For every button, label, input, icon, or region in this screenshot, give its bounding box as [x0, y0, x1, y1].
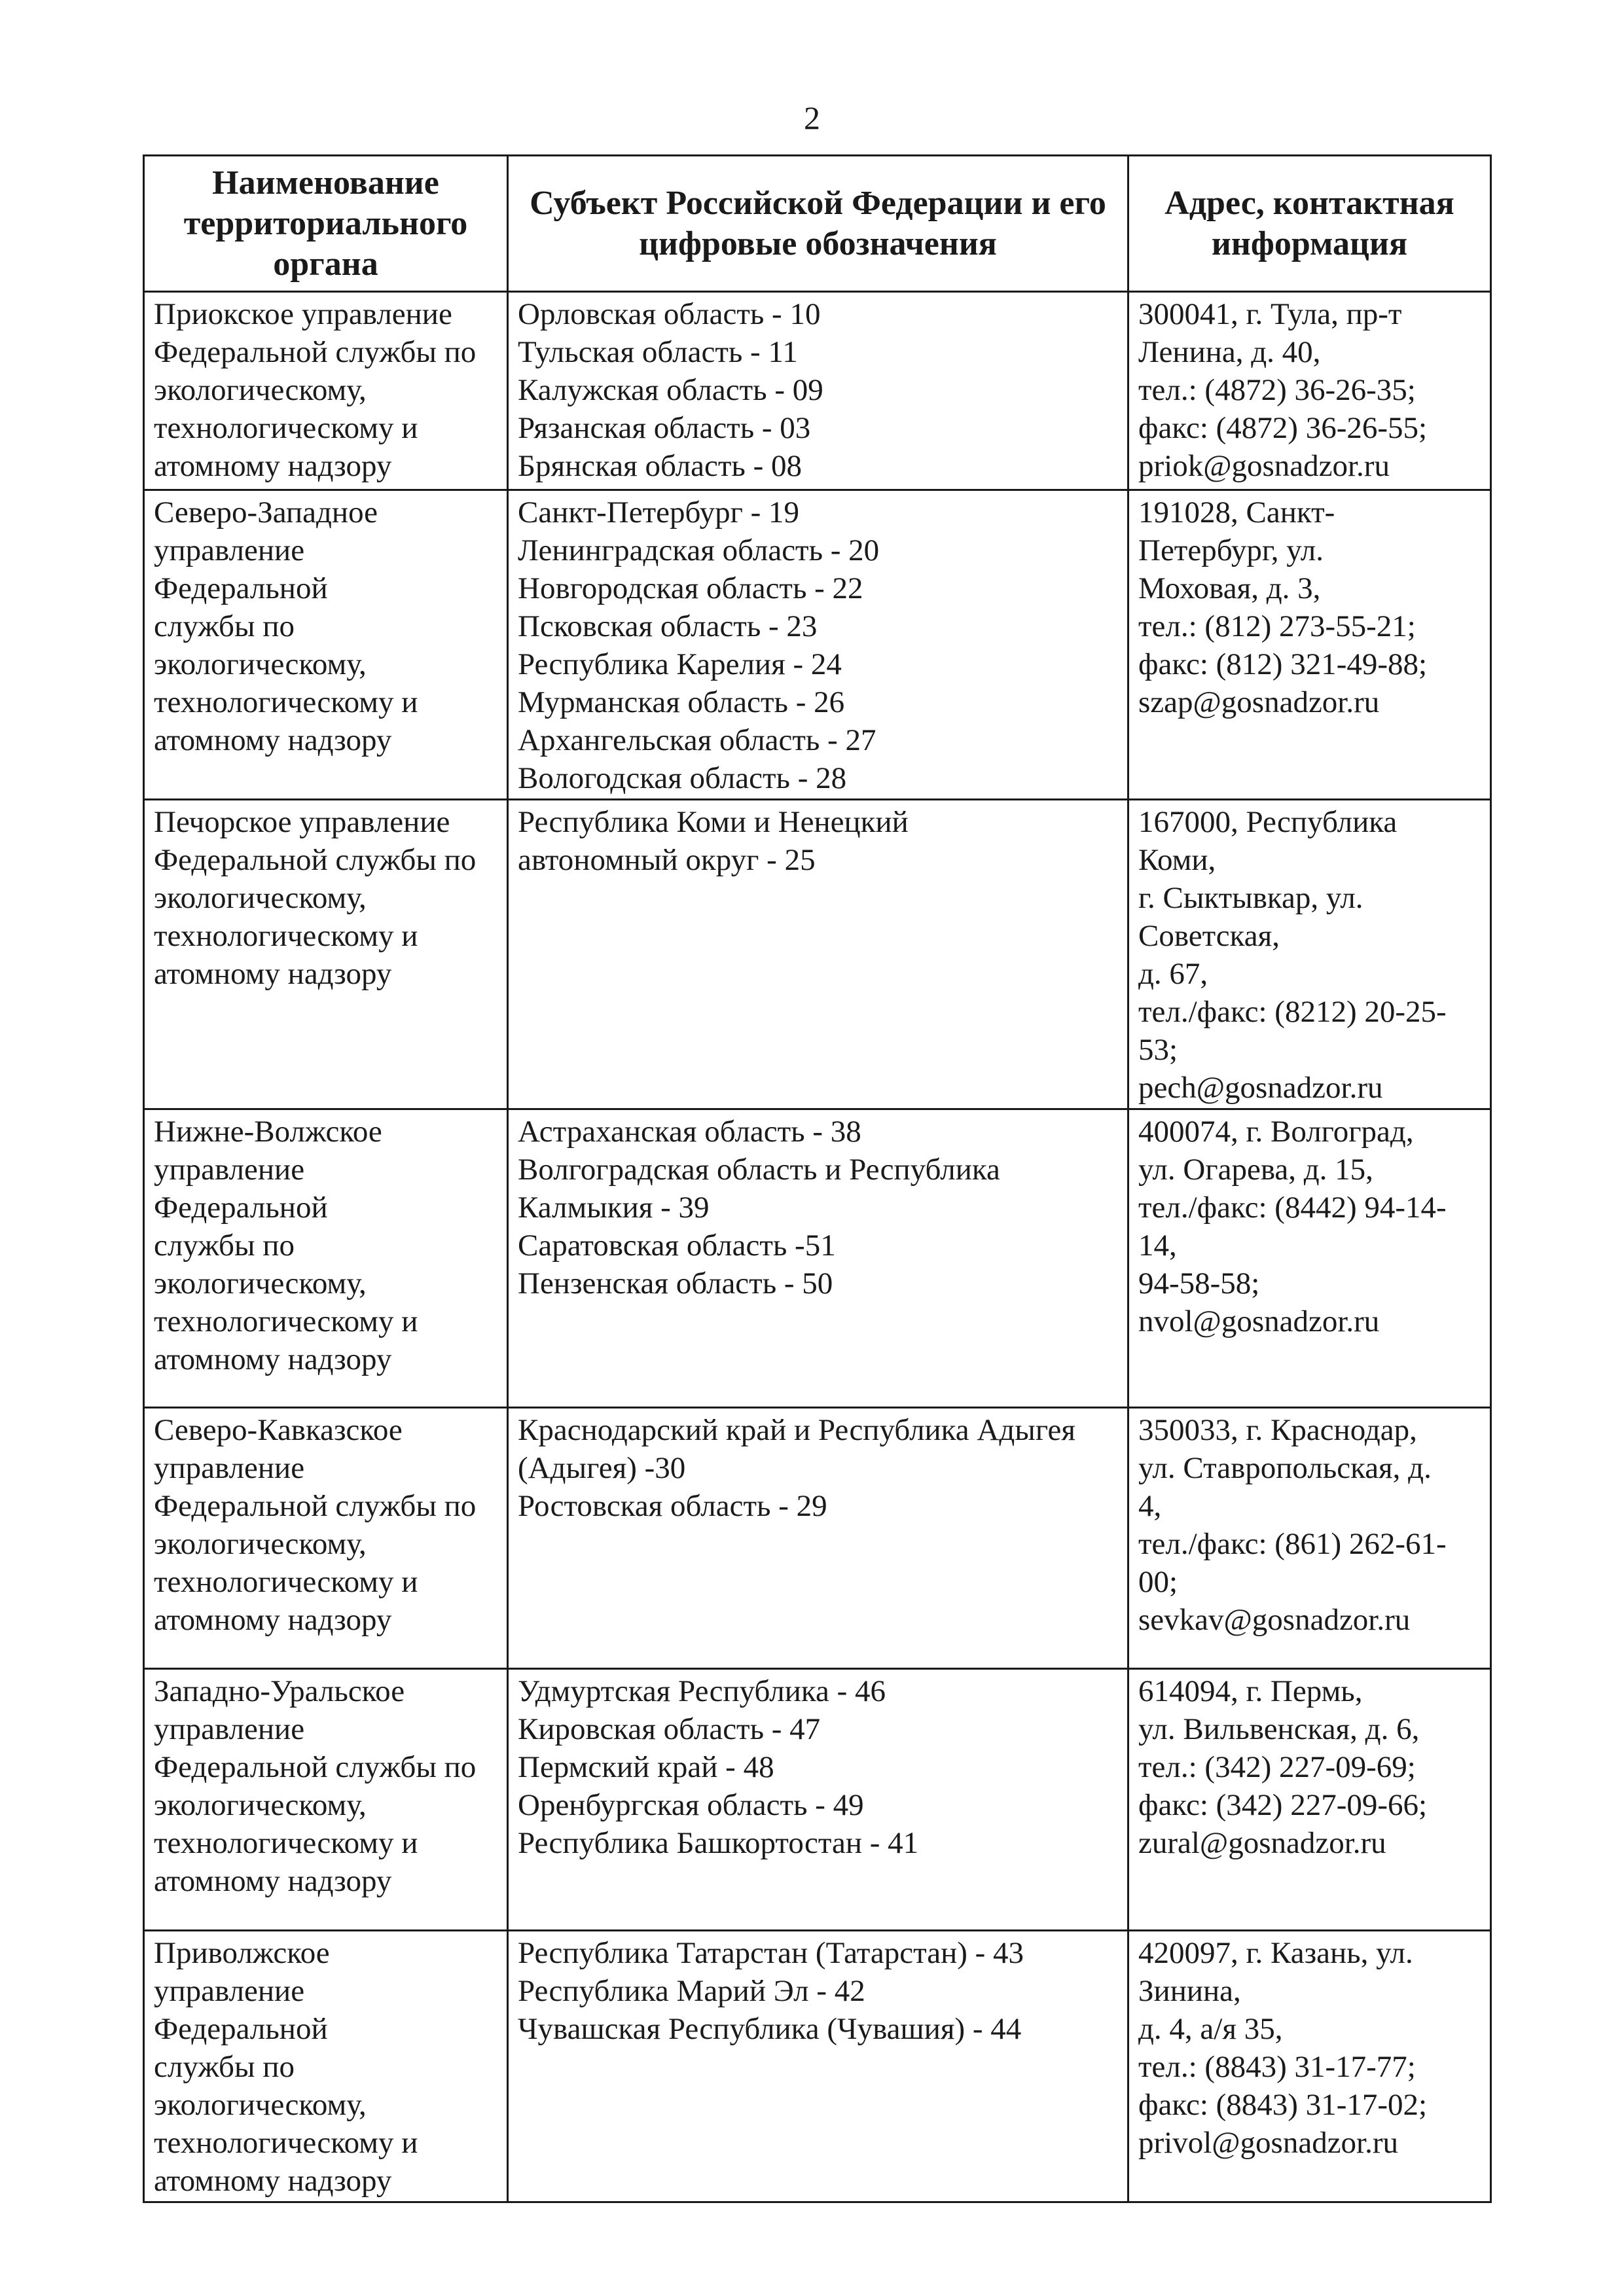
body-name-line: атомному надзору: [154, 1342, 392, 1376]
body-name-line: управление: [154, 1712, 305, 1746]
contact-line: 94-58-58;: [1138, 1266, 1260, 1300]
body-name-line: технологическому и: [154, 411, 418, 445]
federal-subject-line: Чувашская Республика (Чувашия) - 44: [518, 2012, 1022, 2046]
contact-line: 53;: [1138, 1033, 1178, 1067]
body-name-line: Северо-Западное: [154, 495, 378, 529]
body-name-line: атомному надзору: [154, 1864, 392, 1898]
federal-subject-line: Республика Карелия - 24: [518, 647, 842, 681]
contact-line: ул. Вильвенская, д. 6,: [1138, 1712, 1420, 1746]
contact-line: 350033, г. Краснодар,: [1138, 1413, 1417, 1447]
federal-subjects-cell: [508, 292, 1128, 490]
body-name-line: службы по: [154, 2050, 295, 2084]
contact-line: факс: (8843) 31-17-02;: [1138, 2088, 1428, 2122]
body-name-line: атомному надзору: [154, 449, 392, 483]
body-name-line: экологическому,: [154, 1266, 367, 1300]
contacts-cell: [1128, 1931, 1491, 2202]
federal-subjects-cell: [508, 1408, 1128, 1669]
contacts-cell: [1128, 490, 1491, 800]
federal-subject-line: Брянская область - 08: [518, 449, 803, 483]
federal-subject-line: Удмуртская Республика - 46: [518, 1674, 886, 1708]
body-name-line: Приволжское: [154, 1936, 330, 1970]
contact-line: факс: (4872) 36-26-55;: [1138, 411, 1428, 445]
table-row: [144, 490, 1491, 800]
federal-subject-line: Пензенская область - 50: [518, 1266, 833, 1300]
body-name-line: технологическому и: [154, 1826, 418, 1860]
body-name-line: Федеральной: [154, 571, 328, 605]
federal-subject-line: Вологодская область - 28: [518, 761, 847, 795]
contact-line: тел.: (8843) 31-17-77;: [1138, 2050, 1416, 2084]
contact-line: 14,: [1138, 1229, 1177, 1263]
federal-subject-line: Новгородская область - 22: [518, 571, 863, 605]
contact-line: д. 67,: [1138, 957, 1208, 991]
contact-line: nvol@gosnadzor.ru: [1138, 1304, 1380, 1338]
federal-subject-line: Мурманская область - 26: [518, 685, 845, 719]
body-name-line: атомному надзору: [154, 1603, 392, 1637]
body-name-line: управление: [154, 1153, 305, 1187]
federal-subject-line: Оренбургская область - 49: [518, 1788, 864, 1822]
table-row: [144, 1109, 1491, 1408]
federal-subject-line: Псковская область - 23: [518, 609, 818, 643]
body-name-line: Федеральной службы по: [154, 843, 477, 877]
body-name-line: Федеральной службы по: [154, 1750, 477, 1784]
body-name-line: экологическому,: [154, 881, 367, 915]
table-body: [144, 292, 1491, 2202]
body-name-line: атомному надзору: [154, 2164, 392, 2198]
body-name-line: технологическому и: [154, 2126, 418, 2160]
body-name-line: Федеральной: [154, 1191, 328, 1225]
page-number: 2: [804, 99, 820, 136]
body-name-line: Северо-Кавказское: [154, 1413, 403, 1447]
contact-line: г. Сыктывкар, ул.: [1138, 881, 1363, 915]
contact-line: тел./факс: (861) 262-61-: [1138, 1527, 1447, 1561]
table-header-row: [144, 156, 1491, 292]
federal-subject-line: Тульская область - 11: [518, 335, 798, 369]
body-name-line: Федеральной службы по: [154, 335, 477, 369]
body-name-line: экологическому,: [154, 2088, 367, 2122]
contact-line: privol@gosnadzor.ru: [1138, 2126, 1399, 2160]
body-name-cell: [144, 1669, 508, 1931]
table-row: [144, 800, 1491, 1109]
body-name-cell: [144, 800, 508, 1109]
contact-line: тел.: (342) 227-09-69;: [1138, 1750, 1416, 1784]
federal-subject-line: Орловская область - 10: [518, 297, 821, 331]
body-name-line: технологическому и: [154, 1565, 418, 1599]
body-name-line: Федеральной службы по: [154, 1489, 477, 1523]
federal-subject-line: Ростовская область - 29: [518, 1489, 827, 1523]
header-body-name: Наименование территориального органа: [144, 156, 508, 292]
body-name-line: Нижне-Волжское: [154, 1115, 382, 1149]
contact-line: 420097, г. Казань, ул.: [1138, 1936, 1413, 1970]
contact-line: 167000, Республика: [1138, 805, 1398, 839]
contact-line: Моховая, д. 3,: [1138, 571, 1321, 605]
contact-line: Петербург, ул.: [1138, 533, 1324, 567]
body-name-line: экологическому,: [154, 647, 367, 681]
contact-line: priok@gosnadzor.ru: [1138, 449, 1390, 483]
federal-subject-line: Краснодарский край и Республика Адыгея: [518, 1413, 1075, 1447]
contact-line: 4,: [1138, 1489, 1162, 1523]
contact-line: 400074, г. Волгоград,: [1138, 1115, 1414, 1149]
federal-subject-line: Кировская область - 47: [518, 1712, 821, 1746]
body-name-cell: [144, 1931, 508, 2202]
federal-subject-line: (Адыгея) -30: [518, 1451, 686, 1485]
body-name-line: технологическому и: [154, 685, 418, 719]
federal-subject-line: Волгоградская область и Республика: [518, 1153, 1000, 1187]
header-contacts: Адрес, контактная информация: [1128, 156, 1491, 292]
contact-line: 300041, г. Тула, пр-т: [1138, 297, 1402, 331]
federal-subject-line: Астраханская область - 38: [518, 1115, 861, 1149]
federal-subject-line: Архангельская область - 27: [518, 723, 876, 757]
federal-subject-line: Калужская область - 09: [518, 373, 823, 407]
federal-subjects-cell: [508, 1669, 1128, 1931]
federal-subject-line: Санкт-Петербург - 19: [518, 495, 800, 529]
body-name-cell: [144, 490, 508, 800]
contact-line: Ленина, д. 40,: [1138, 335, 1321, 369]
body-name-line: технологическому и: [154, 919, 418, 953]
body-name-line: управление: [154, 1974, 305, 2008]
contacts-cell: [1128, 292, 1491, 490]
contact-line: pech@gosnadzor.ru: [1138, 1071, 1383, 1105]
contact-line: тел.: (4872) 36-26-35;: [1138, 373, 1416, 407]
contact-line: 614094, г. Пермь,: [1138, 1674, 1363, 1708]
territorial-bodies-table: [143, 154, 1492, 2203]
federal-subject-line: Республика Коми и Ненецкий: [518, 805, 909, 839]
body-name-line: Западно-Уральское: [154, 1674, 405, 1708]
federal-subject-line: Калмыкия - 39: [518, 1191, 710, 1225]
contact-line: факс: (812) 321-49-88;: [1138, 647, 1428, 681]
body-name-line: управление: [154, 533, 305, 567]
body-name-line: службы по: [154, 1229, 295, 1263]
contacts-cell: [1128, 1408, 1491, 1669]
body-name-line: экологическому,: [154, 1788, 367, 1822]
contacts-cell: [1128, 800, 1491, 1109]
contact-line: zural@gosnadzor.ru: [1138, 1826, 1386, 1860]
body-name-cell: [144, 1109, 508, 1408]
contacts-cell: [1128, 1109, 1491, 1408]
federal-subjects-cell: [508, 1109, 1128, 1408]
table-row: [144, 292, 1491, 490]
body-name-line: службы по: [154, 609, 295, 643]
body-name-line: атомному надзору: [154, 957, 392, 991]
contact-line: sevkav@gosnadzor.ru: [1138, 1603, 1411, 1637]
federal-subject-line: Рязанская область - 03: [518, 411, 811, 445]
contact-line: тел./факс: (8212) 20-25-: [1138, 995, 1447, 1029]
contacts-cell: [1128, 1669, 1491, 1931]
body-name-line: Федеральной: [154, 2012, 328, 2046]
body-name-cell: [144, 292, 508, 490]
table-row: [144, 1931, 1491, 2202]
body-name-cell: [144, 1408, 508, 1669]
body-name-line: атомному надзору: [154, 723, 392, 757]
contact-line: Советская,: [1138, 919, 1280, 953]
contact-line: Коми,: [1138, 843, 1216, 877]
contact-line: ул. Ставропольская, д.: [1138, 1451, 1432, 1485]
contact-line: 191028, Санкт-: [1138, 495, 1335, 529]
body-name-line: управление: [154, 1451, 305, 1485]
federal-subjects-cell: [508, 490, 1128, 800]
contact-line: тел.: (812) 273-55-21;: [1138, 609, 1416, 643]
contact-line: 00;: [1138, 1565, 1178, 1599]
contact-line: д. 4, а/я 35,: [1138, 2012, 1283, 2046]
contact-line: факс: (342) 227-09-66;: [1138, 1788, 1428, 1822]
body-name-line: экологическому,: [154, 1527, 367, 1561]
federal-subject-line: автономный округ - 25: [518, 843, 816, 877]
contact-line: тел./факс: (8442) 94-14-: [1138, 1191, 1447, 1225]
contact-line: ул. Огарева, д. 15,: [1138, 1153, 1373, 1187]
body-name-line: экологическому,: [154, 373, 367, 407]
body-name-line: Приокское управление: [154, 297, 452, 331]
federal-subject-line: Саратовская область -51: [518, 1229, 836, 1263]
body-name-line: технологическому и: [154, 1304, 418, 1338]
federal-subject-line: Ленинградская область - 20: [518, 533, 880, 567]
table-row: [144, 1408, 1491, 1669]
federal-subject-line: Пермский край - 48: [518, 1750, 774, 1784]
header-federal-subject: Субъект Российской Федерации и его цифровые обозначения: [508, 156, 1128, 292]
contact-line: szap@gosnadzor.ru: [1138, 685, 1380, 719]
federal-subject-line: Республика Башкортостан - 41: [518, 1826, 919, 1860]
federal-subjects-cell: [508, 800, 1128, 1109]
body-name-line: Печорское управление: [154, 805, 450, 839]
contact-line: Зинина,: [1138, 1974, 1241, 2008]
table-row: [144, 1669, 1491, 1931]
federal-subjects-cell: [508, 1931, 1128, 2202]
federal-subject-line: Республика Татарстан (Татарстан) - 43: [518, 1936, 1024, 1970]
federal-subject-line: Республика Марий Эл - 42: [518, 1974, 865, 2008]
